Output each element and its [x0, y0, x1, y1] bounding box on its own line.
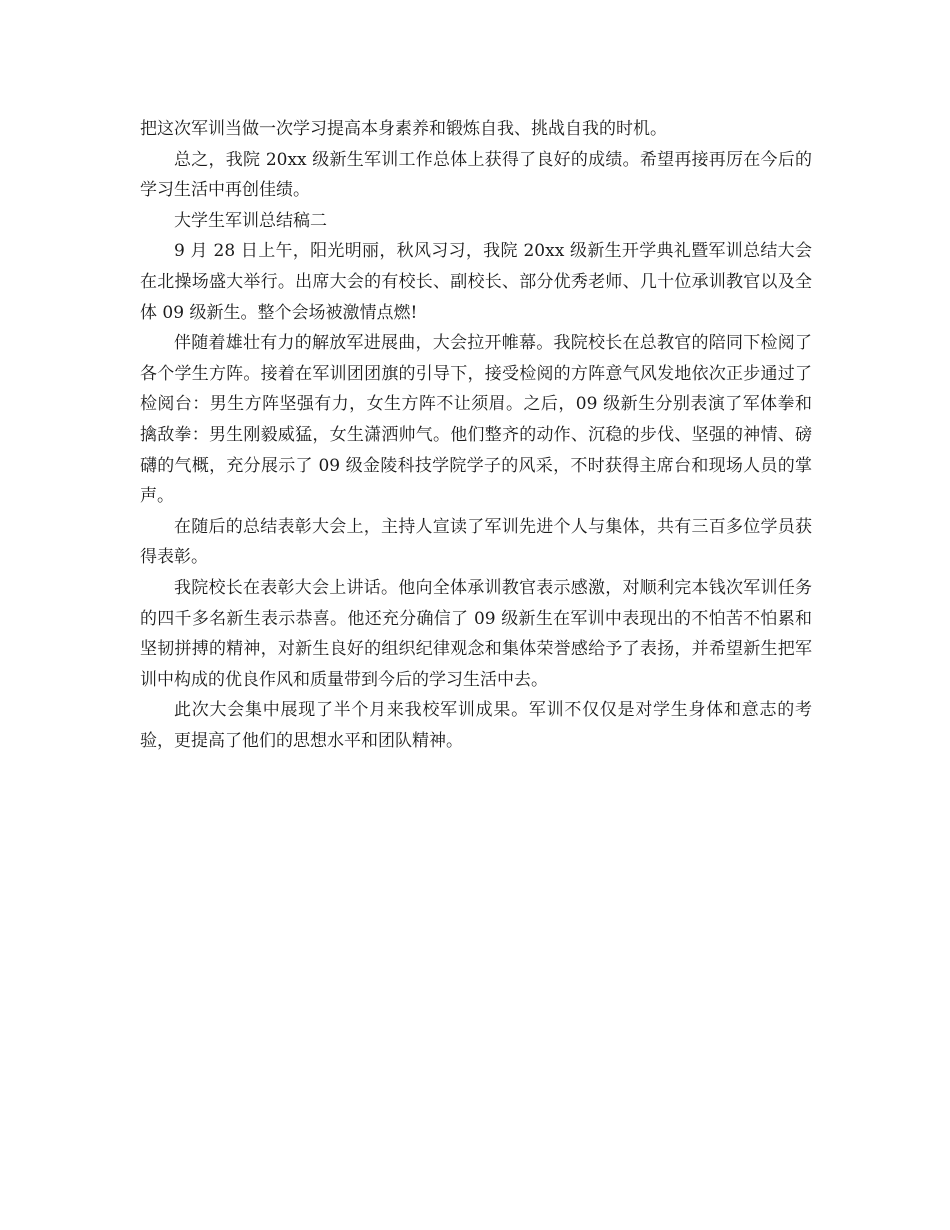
paragraph-7: 我院校长在表彰大会上讲话。他向全体承训教官表示感激，对顺利完本钱次军训任务的四千多名新生表示恭喜。他还充分确信了 09 级新生在军训中表现出的不怕苦不怕累和坚韧拼搏的精神，对新生良好的组织纪律观念和集体荣誉感给予了表扬，并希望新生把军训中构成的优良作风和质量带到今后的学习生活中去。	[140, 577, 812, 690]
paragraph-4: 9 月 28 日上午，阳光明丽，秋风习习，我院 20xx 级新生开学典礼暨军训总结大会在北操场盛大举行。出席大会的有校长、副校长、部分优秀老师、几十位承训教官以及全体 09 级新生。整个会场被激情点燃!	[140, 241, 812, 323]
paragraph-6: 在随后的总结表彰大会上，主持人宣读了军训先进个人与集体，共有三百多位学员获得表彰。	[140, 516, 812, 568]
paragraph-2: 总之，我院 20xx 级新生军训工作总体上获得了良好的成绩。希望再接再厉在今后的学习生活中再创佳绩。	[140, 149, 812, 201]
paragraph-5: 伴随着雄壮有力的解放军进展曲，大会拉开帷幕。我院校长在总教官的陪同下检阅了各个学生方阵。接着在军训团团旗的引导下，接受检阅的方阵意气风发地依次正步通过了检阅台：男生方阵坚强有力，女生方阵不让须眉。之后，09 级新生分别表演了军体拳和擒敌拳：男生刚毅威猛，女生潇洒帅气。他们整齐的动作、沉稳的步伐、坚强的神情、磅礴的气概，充分展示了 09 级金陵科技学院学子的风采，不时获得主席台和现场人员的掌声。	[140, 333, 812, 507]
document-body	[140, 114, 812, 756]
paragraph-1: 把这次军训当做一次学习提高本身素养和锻炼自我、挑战自我的时机。	[140, 119, 667, 139]
paragraph-8: 此次大会集中展现了半个月来我校军训成果。军训不仅仅是对学生身体和意志的考验，更提高了他们的思想水平和团队精神。	[140, 700, 812, 751]
section-heading: 大学生军训总结稿二	[174, 210, 327, 231]
